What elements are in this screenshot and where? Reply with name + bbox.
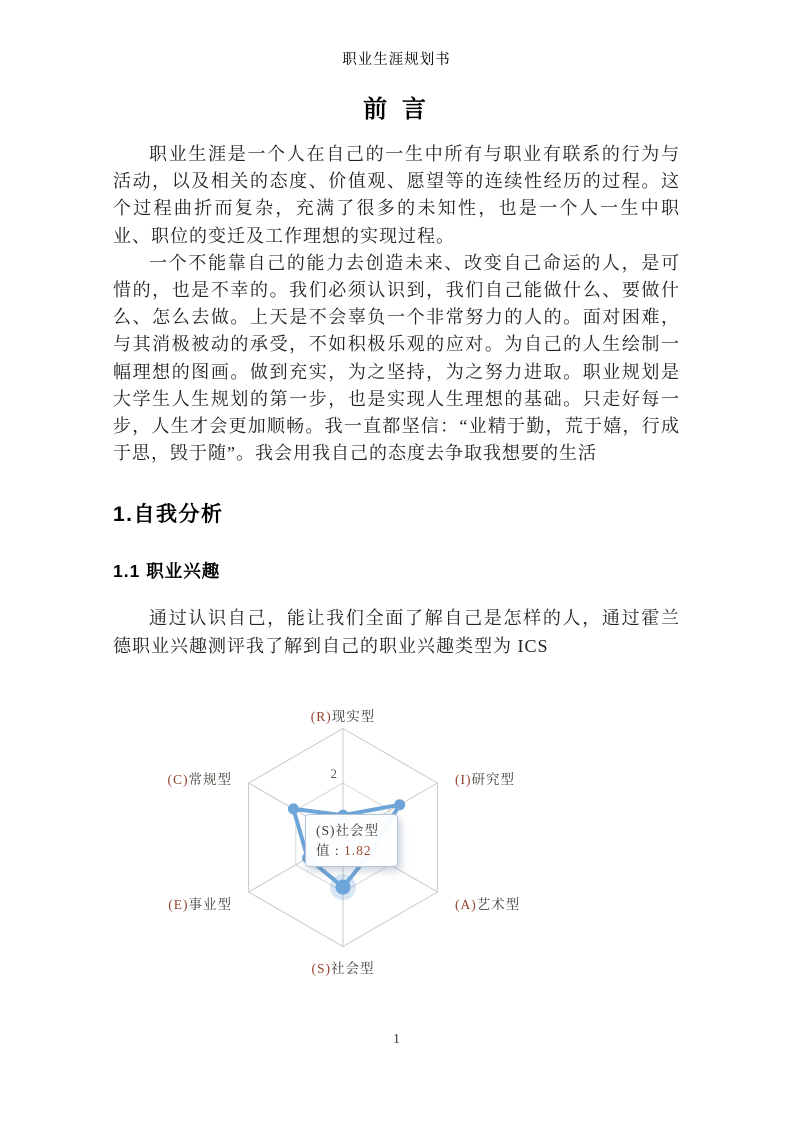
axis-label-conventional: (C)常规型: [167, 771, 232, 787]
document-body: [113, 141, 680, 660]
axis-label-enterprising: (E)事业型: [168, 896, 232, 912]
preface-paragraph-2: 一个不能靠自己的能力去创造未来、改变自己命运的人，是可惜的，也是不幸的。我们必须认识到，我们自己能做什么、要做什么、怎么去做。上天是不会辜负一个非常努力的人的。面对困难，与其消极被动的承受，不如积极乐观的应对。为自己的人生绘制一幅理想的图画。做到充实，为之坚持，为之努力进取。职业规划是大学生人生规划的第一步，也是实现人生理想的基础。只走好每一步，人生才会更加顺畅。我一直都坚信：“业精于勤，荒于嬉，行成于思，毁于随”。我会用我自己的态度去争取我想要的生活: [113, 252, 680, 464]
axis-label-artistic: (A)艺术型: [455, 896, 521, 912]
radar-chart: [150, 696, 550, 996]
tooltip-series-name: (S)社会型: [316, 822, 379, 838]
axis-label-realistic: (R)现实型: [310, 708, 376, 724]
preface-paragraph-1: 职业生涯是一个人在自己的一生中所有与职业有联系的行为与活动，以及相关的态度、价值观、愿望等的连续性经历的过程。这个过程曲折而复杂，充满了很多的未知性，也是一个人一生中职业、职位的变迁及工作理想的实现过程。: [113, 144, 680, 246]
page-number: 1: [393, 1031, 400, 1046]
axis-label-social: (S)社会型: [311, 960, 375, 976]
axis-label-investigative: (I)研究型: [455, 771, 515, 787]
running-header: 职业生涯规划书: [342, 52, 451, 68]
tooltip-value-row: 值 : 1.82: [316, 842, 372, 858]
tooltip-value: 1.82: [344, 842, 372, 858]
svg-text:2: 2: [330, 765, 337, 781]
subsection-heading: 1.1 职业兴趣: [113, 561, 221, 582]
section-heading: 1.自我分析: [113, 503, 224, 527]
interest-paragraph: 通过认识自己，能让我们全面了解自己是怎样的人，通过霍兰德职业兴趣测评我了解到自己的职业兴趣类型为 ICS: [113, 608, 680, 656]
doc-title: 前 言: [363, 96, 430, 123]
chart-tooltip: [305, 814, 398, 867]
